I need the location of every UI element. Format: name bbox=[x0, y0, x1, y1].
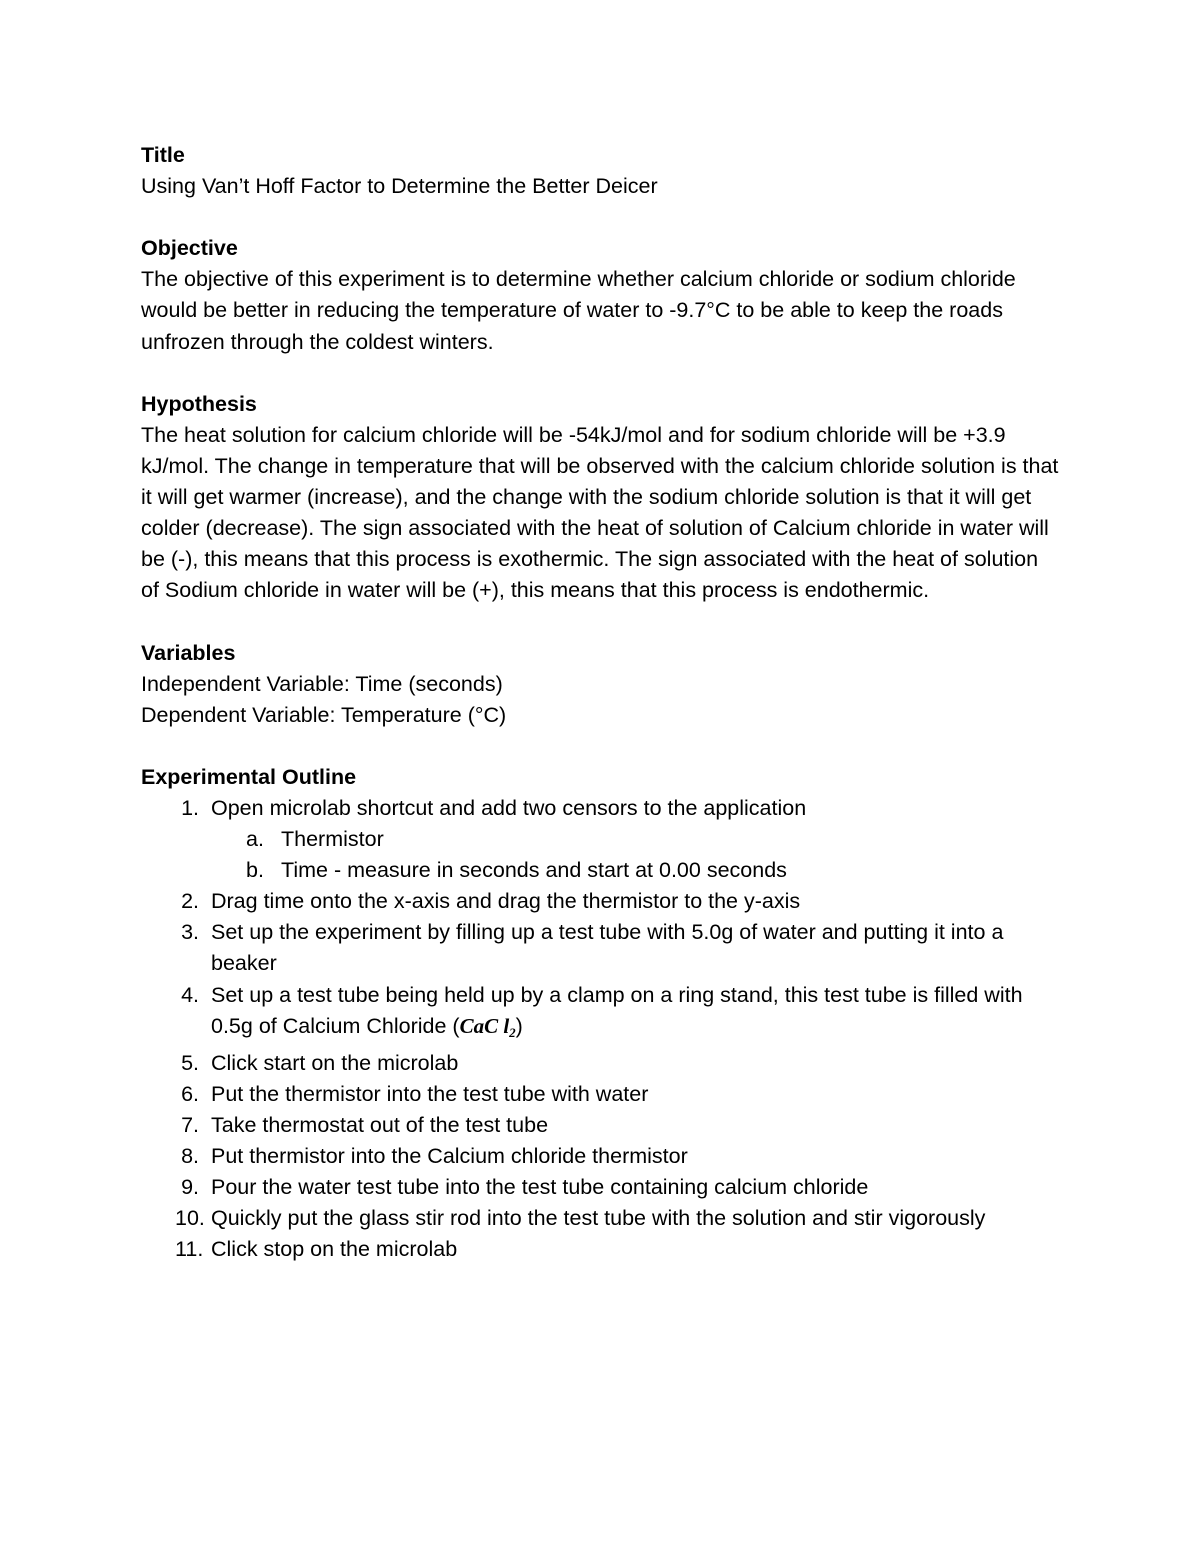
title-heading: Title bbox=[141, 143, 185, 167]
outline-heading: Experimental Outline bbox=[141, 764, 357, 789]
hypothesis-text: The heat solution for calcium chloride will be -54kJ/mol and for sodium chloride will be +3.9 kJ/mol. The change in temperature that will be observed with the calcium chloride solution is that it will get warmer (increase), and the change with the sodium chloride solution is that it will get colder (decrease). The sign associated with the heat of solution of Calcium chloride in water will be (-), this means that this process is exothermic. The sign associated with the heat of solution of Sodium chloride in water will be (+), this means that this process is endothermic. bbox=[141, 422, 1059, 603]
step-text: Set up a test tube being held up by a clamp on a ring stand, this test tube is filled with 0.5g of Calcium Chloride ( bbox=[211, 982, 1023, 1038]
step-number: 7. bbox=[181, 1112, 199, 1137]
calcium-chloride-formula bbox=[460, 1014, 516, 1038]
objective-text: The objective of this experiment is to determine whether calcium chloride or sodium chloride would be better in reducing the temperature of water to -9.7°C to be able to keep the roads unfrozen through the coldest winters. bbox=[141, 267, 1016, 354]
step-text: Take thermostat out of the test tube bbox=[211, 1112, 549, 1137]
list-item bbox=[141, 886, 1061, 917]
document-page bbox=[141, 140, 1061, 1265]
step-number: b. bbox=[246, 858, 264, 883]
objective-heading: Objective bbox=[141, 236, 238, 261]
list-item bbox=[141, 1234, 1061, 1265]
step-number: 2. bbox=[181, 889, 199, 914]
sub-list bbox=[211, 824, 1061, 886]
step-text-after: ) bbox=[515, 1013, 523, 1038]
list-item bbox=[211, 824, 1061, 855]
step-text: Open microlab shortcut and add two censors to the application bbox=[211, 795, 807, 820]
step-number: a. bbox=[246, 827, 264, 852]
step-text: Time - measure in seconds and start at 0.00 seconds bbox=[281, 858, 787, 883]
step-text: Click start on the microlab bbox=[211, 1050, 459, 1075]
step-text: Set up the experiment by filling up a test tube with 5.0g of water and putting it into a beaker bbox=[211, 920, 1004, 976]
step-number: 8. bbox=[181, 1144, 199, 1168]
step-number: 3. bbox=[181, 920, 199, 945]
formula-subscript: 2 bbox=[509, 1024, 516, 1040]
list-item bbox=[141, 793, 1061, 886]
list-item bbox=[141, 1141, 1061, 1172]
title-text: Using Van’t Hoff Factor to Determine the Better Deicer bbox=[141, 174, 658, 199]
step-text: Drag time onto the x-axis and drag the thermistor to the y-axis bbox=[211, 889, 801, 914]
list-item bbox=[141, 1048, 1061, 1079]
variables-heading: Variables bbox=[141, 640, 236, 665]
list-item bbox=[141, 980, 1061, 1048]
step-number: 10. bbox=[175, 1206, 205, 1231]
step-number: 9. bbox=[181, 1175, 199, 1200]
step-number: 4. bbox=[181, 982, 199, 1007]
list-item bbox=[141, 1172, 1061, 1203]
dependent-variable: Dependent Variable: Temperature (°C) bbox=[141, 702, 507, 727]
step-number: 11. bbox=[175, 1237, 204, 1262]
step-number: 1. bbox=[181, 795, 199, 820]
list-item bbox=[141, 1079, 1061, 1110]
step-number: 5. bbox=[181, 1050, 199, 1075]
independent-variable: Independent Variable: Time (seconds) bbox=[141, 671, 503, 696]
step-text: Pour the water test tube into the test tube containing calcium chloride bbox=[211, 1175, 869, 1200]
list-item bbox=[141, 1203, 1061, 1234]
step-text: Put the thermistor into the test tube with water bbox=[211, 1081, 649, 1106]
list-item bbox=[211, 855, 1061, 886]
hypothesis-heading: Hypothesis bbox=[141, 391, 257, 416]
step-number: 6. bbox=[181, 1081, 199, 1106]
step-text: Quickly put the glass stir rod into the test tube with the solution and stir vigorously bbox=[211, 1206, 986, 1231]
list-item bbox=[141, 1110, 1061, 1141]
outline-list bbox=[141, 793, 1061, 1265]
step-text: Thermistor bbox=[281, 827, 384, 852]
list-item bbox=[141, 917, 1061, 979]
formula-main: CaC l bbox=[459, 1013, 510, 1038]
step-text: Click stop on the microlab bbox=[211, 1237, 458, 1262]
step-text: Put thermistor into the Calcium chloride thermistor bbox=[211, 1144, 688, 1168]
